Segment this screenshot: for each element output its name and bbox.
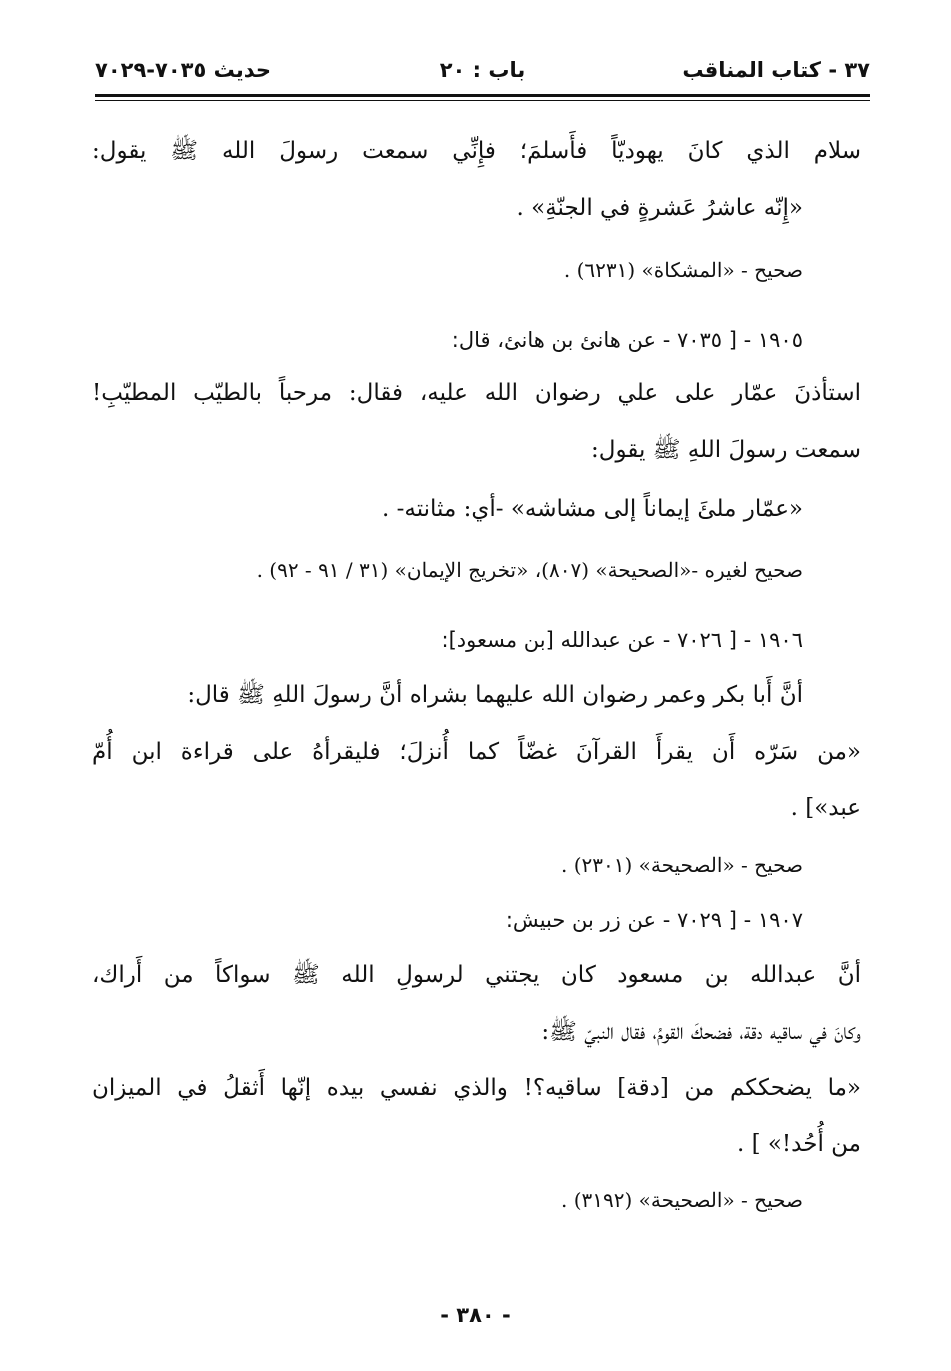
hadith-text-line: «من سَرّه أَن يقرأَ القرآنَ غضّاً كما أُنزلَ؛ فليقرأهُ على قراءة ابن أُمّ — [92, 739, 861, 765]
hadith-number-line: ١٩٠٦ - [ ٧٠٢٦ - عن عبدالله [بن مسعود]: — [441, 628, 803, 652]
grading-line: صحيح - «الصحيحة» (٢٣٠١) . — [560, 853, 803, 877]
hadith-text-line: «ما يضحككم من [دقة] ساقيه؟! والذي نفسي بيده إنّها أَثقلُ في الميزان — [92, 1075, 861, 1101]
header-book-title: ٣٧ - كتاب المناقب — [682, 58, 870, 82]
grading-line: صحيح - «الصحيحة» (٣١٩٢) . — [560, 1188, 803, 1212]
header-chapter: باب : ٢٠ — [439, 58, 526, 82]
hadith-text-line: «إِنّه عاشرُ عَشرةٍ في الجنّةِ» . — [516, 195, 803, 221]
text-line: وكانَ في ساقيه دقة، فضحكَ القومُ، فقال النبيّ ﷺ: — [541, 1019, 861, 1045]
header-rule-thick — [95, 94, 870, 97]
page-number: - ٣٨٠ - — [440, 1303, 511, 1327]
header-hadith-range: حديث ٧٠٣٥-٧٠٢٩ — [95, 58, 271, 82]
hadith-text-line: من أُحُد!» ] . — [736, 1131, 861, 1157]
hadith-text-line: عبد»] . — [790, 795, 861, 821]
running-header — [95, 54, 870, 94]
grading-line: صحيح لغيره -«الصحيحة» (٨٠٧)، «تخريج الإيمان» (٣١ / ٩١ - ٩٢) . — [256, 558, 803, 582]
text-line: سمعت رسولَ اللهِ ﷺ يقول: — [591, 437, 861, 463]
hadith-number-line: ١٩٠٧ - [ ٧٠٢٩ - عن زر بن حبيش: — [505, 908, 803, 932]
hadith-text-line: «عمّار ملئَ إيماناً إلى مشاشه» -أي: مثانته- . — [381, 496, 803, 522]
header-rule-thin — [95, 100, 870, 101]
text-line: أنَّ عبدالله بن مسعود كان يجتني لرسولِ الله ﷺ سواكاً من أَراك، — [92, 962, 861, 988]
hadith-number-line: ١٩٠٥ - [ ٧٠٣٥ - عن هانئ بن هانئ، قال: — [451, 328, 803, 352]
text-line: استأذنَ عمّار على علي رضوان الله عليه، فقال: مرحباً بالطيّب المطيّبِ! — [92, 380, 861, 406]
text-line: أنَّ أَبا بكر وعمر رضوان الله عليهما بشراه أنَّ رسولَ اللهِ ﷺ قال: — [187, 682, 803, 708]
text-line: سلام الذي كانَ يهوديّاً فأَسلمَ؛ فإِنِّي سمعت رسولَ الله ﷺ يقول: — [92, 138, 861, 164]
grading-line: صحيح - «المشكاة» (٦٢٣١) . — [563, 258, 803, 282]
